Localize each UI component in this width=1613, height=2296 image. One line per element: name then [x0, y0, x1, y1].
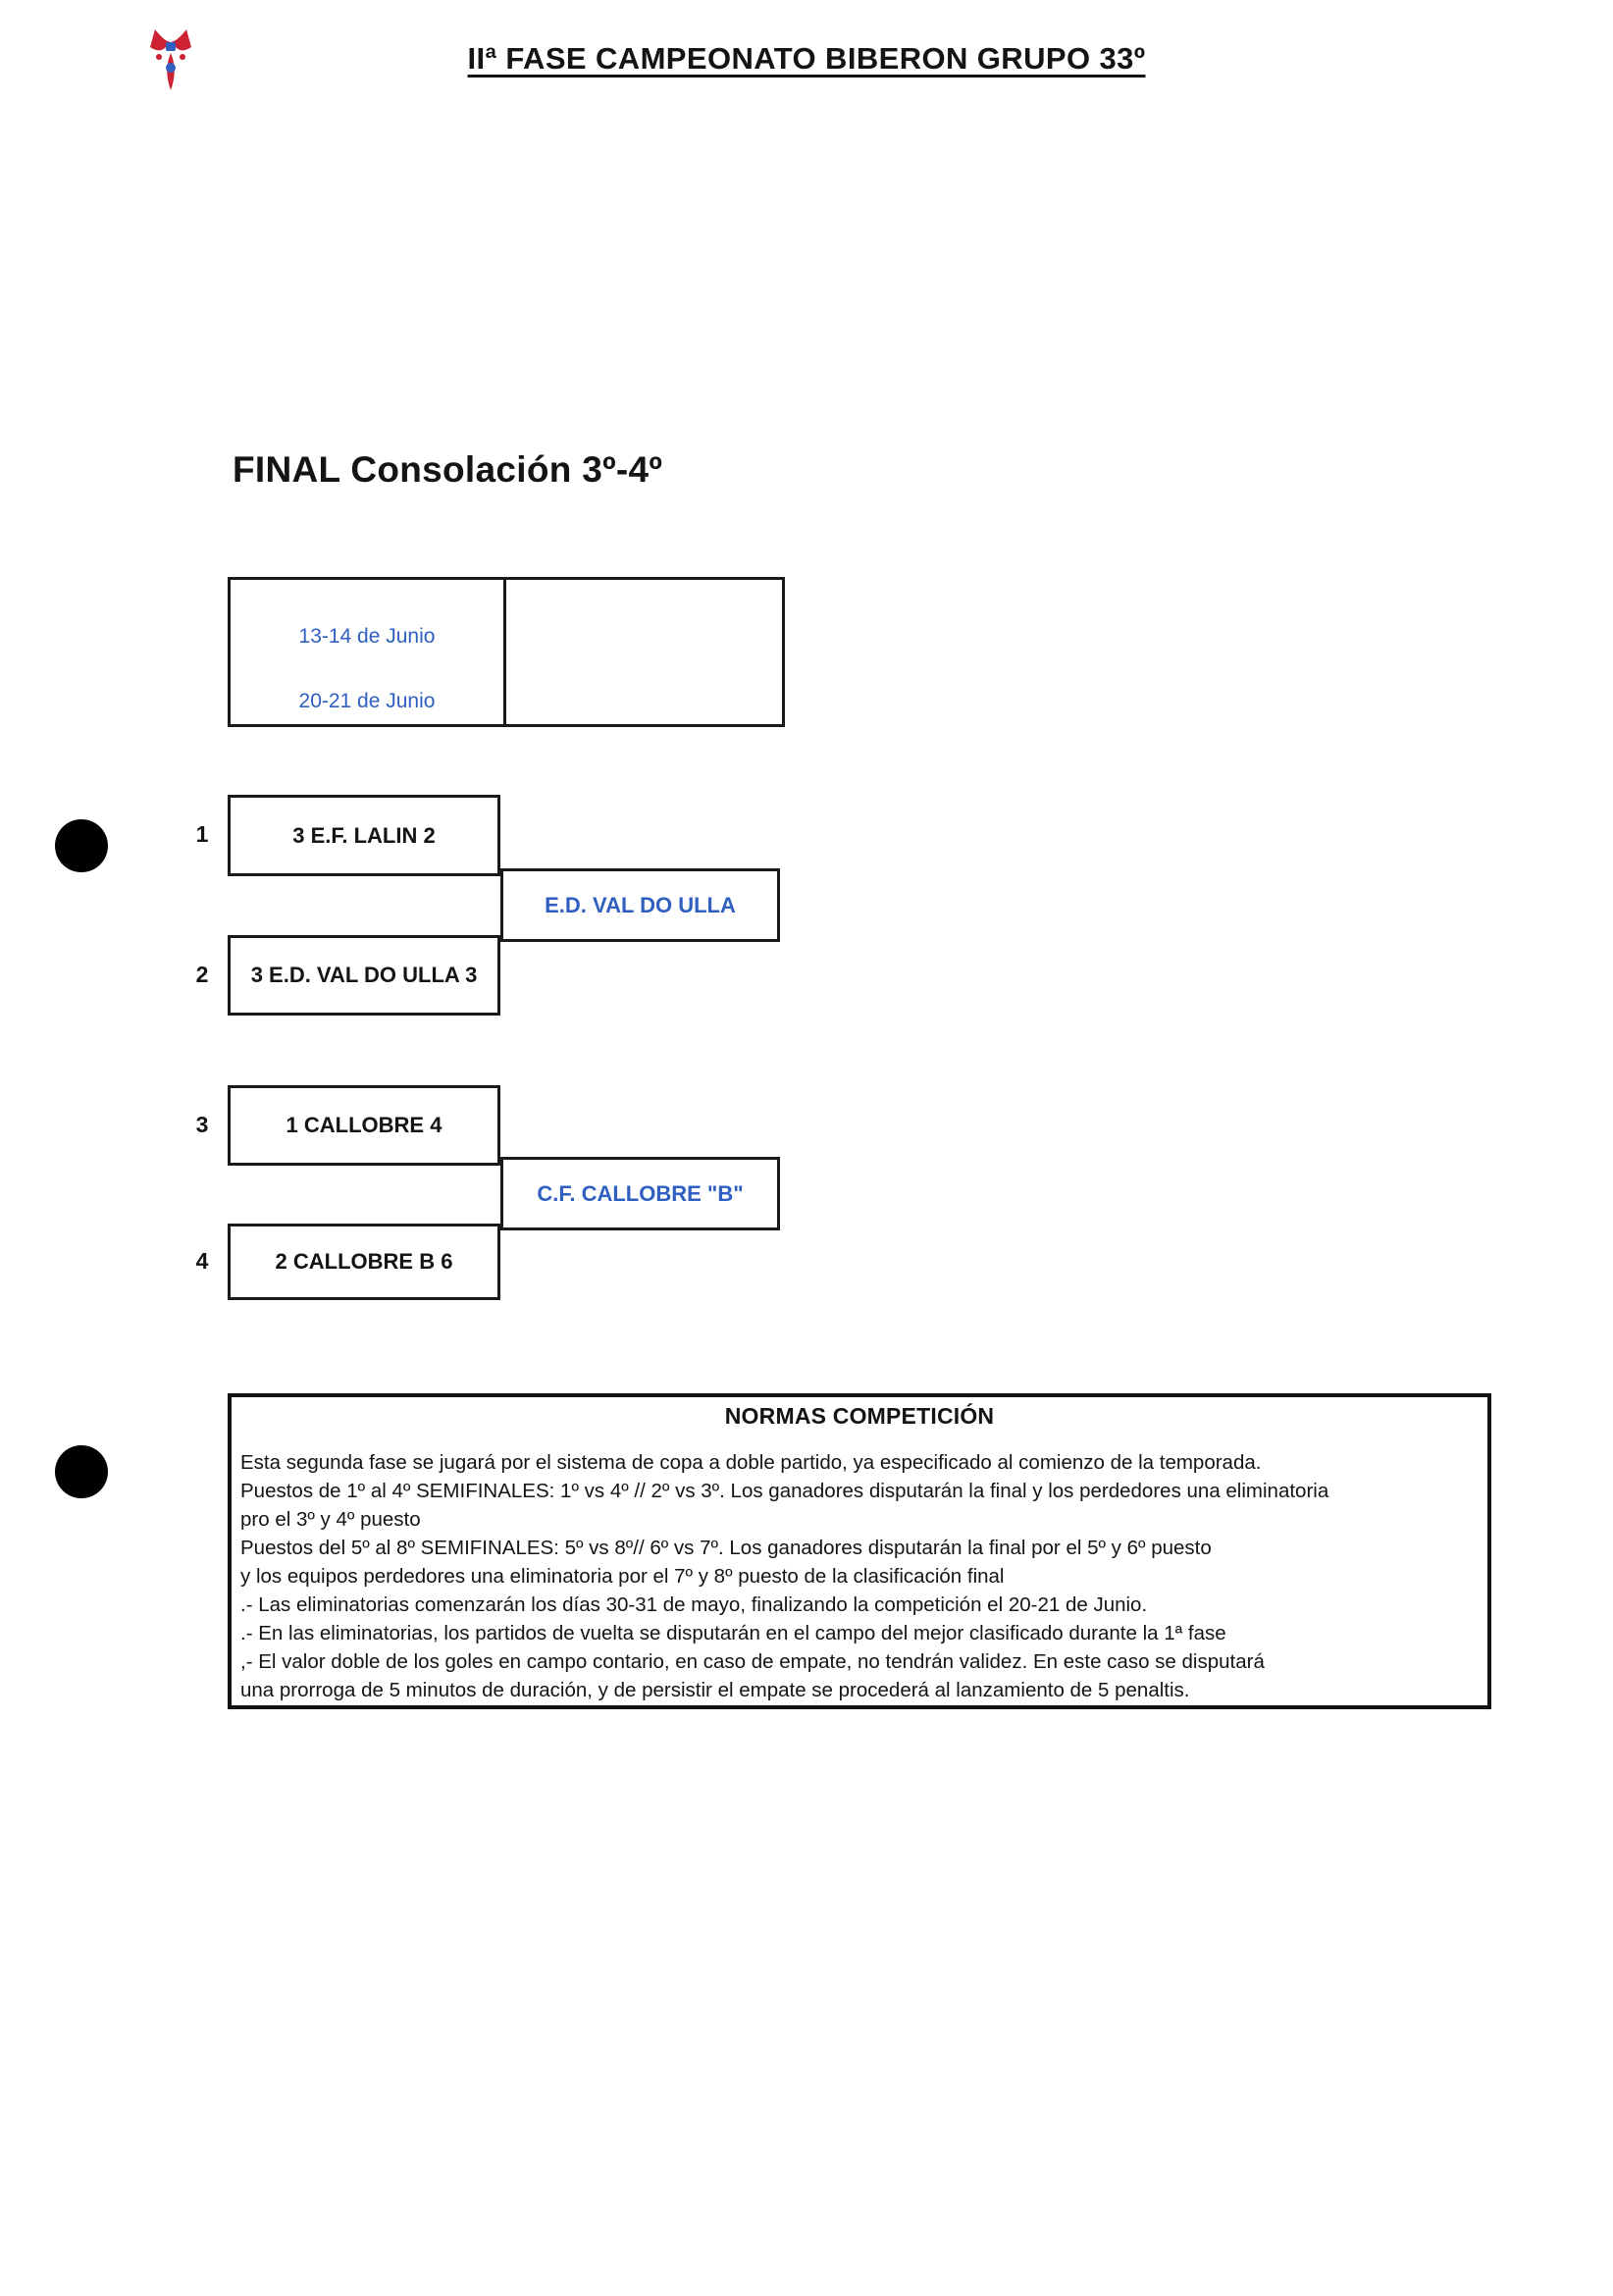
dates-box — [228, 577, 785, 727]
dates-cell — [231, 580, 506, 724]
seed-number: 4 — [195, 1248, 209, 1274]
section-title: FINAL Consolación 3º-4º — [233, 449, 663, 490]
seed-box-team: 3 E.D. VAL DO ULLA 3 — [228, 935, 500, 1016]
rules-line: .- Las eliminatorias comenzarán los días 30-31 de mayo, finalizando la competición el 20-21 de Junio. — [240, 1593, 1148, 1616]
rules-text — [240, 1448, 1483, 1704]
seed-box-team: 2 CALLOBRE B 6 — [228, 1224, 500, 1300]
winner-box-team: C.F. CALLOBRE "B" — [500, 1157, 780, 1230]
winner-box-team: E.D. VAL DO ULLA — [500, 868, 780, 942]
rules-line: ,- El valor doble de los goles en campo contario, en caso de empate, no tendrán validez. En este caso se disputará — [240, 1650, 1265, 1673]
dates-empty-cell — [506, 580, 782, 724]
rules-line: pro el 3º y 4º puesto — [240, 1508, 421, 1531]
rules-line: Esta segunda fase se jugará por el sistema de copa a doble partido, ya especificado al comienzo de la temporada. — [240, 1451, 1262, 1474]
rules-line: .- En las eliminatorias, los partidos de vuelta se disputarán en el campo del mejor clasificado durante la 1ª fase — [240, 1622, 1226, 1644]
rules-title: NORMAS COMPETICIÓN — [724, 1403, 995, 1429]
date-leg2: 20-21 de Junio — [298, 690, 436, 712]
rules-line: Puestos de 1º al 4º SEMIFINALES: 1º vs 4º // 2º vs 3º. Los ganadores disputarán la final y los perdedores una eliminatoria — [240, 1480, 1329, 1502]
rules-line: una prorroga de 5 minutos de duración, y de persistir el empate se procederá al lanzamiento de 5 penaltis. — [240, 1679, 1190, 1701]
page-title: IIª FASE CAMPEONATO BIBERON GRUPO 33º — [467, 41, 1146, 76]
seed-number: 1 — [195, 821, 209, 847]
rules-line: Puestos del 5º al 8º SEMIFINALES: 5º vs 8º// 6º vs 7º. Los ganadores disputarán la final por el 5º y 6º puesto — [240, 1537, 1212, 1559]
rules-box — [228, 1393, 1491, 1709]
seed-box-team: 3 E.F. LALIN 2 — [228, 795, 500, 876]
rules-line: y los equipos perdedores una eliminatoria por el 7º y 8º puesto de la clasificación final — [240, 1565, 1005, 1588]
seed-box-team: 1 CALLOBRE 4 — [228, 1085, 500, 1166]
punch-hole — [55, 1445, 108, 1498]
seed-number: 2 — [195, 962, 209, 987]
punch-hole — [55, 819, 108, 872]
date-leg1: 13-14 de Junio — [298, 625, 436, 648]
seed-number: 3 — [195, 1112, 209, 1137]
